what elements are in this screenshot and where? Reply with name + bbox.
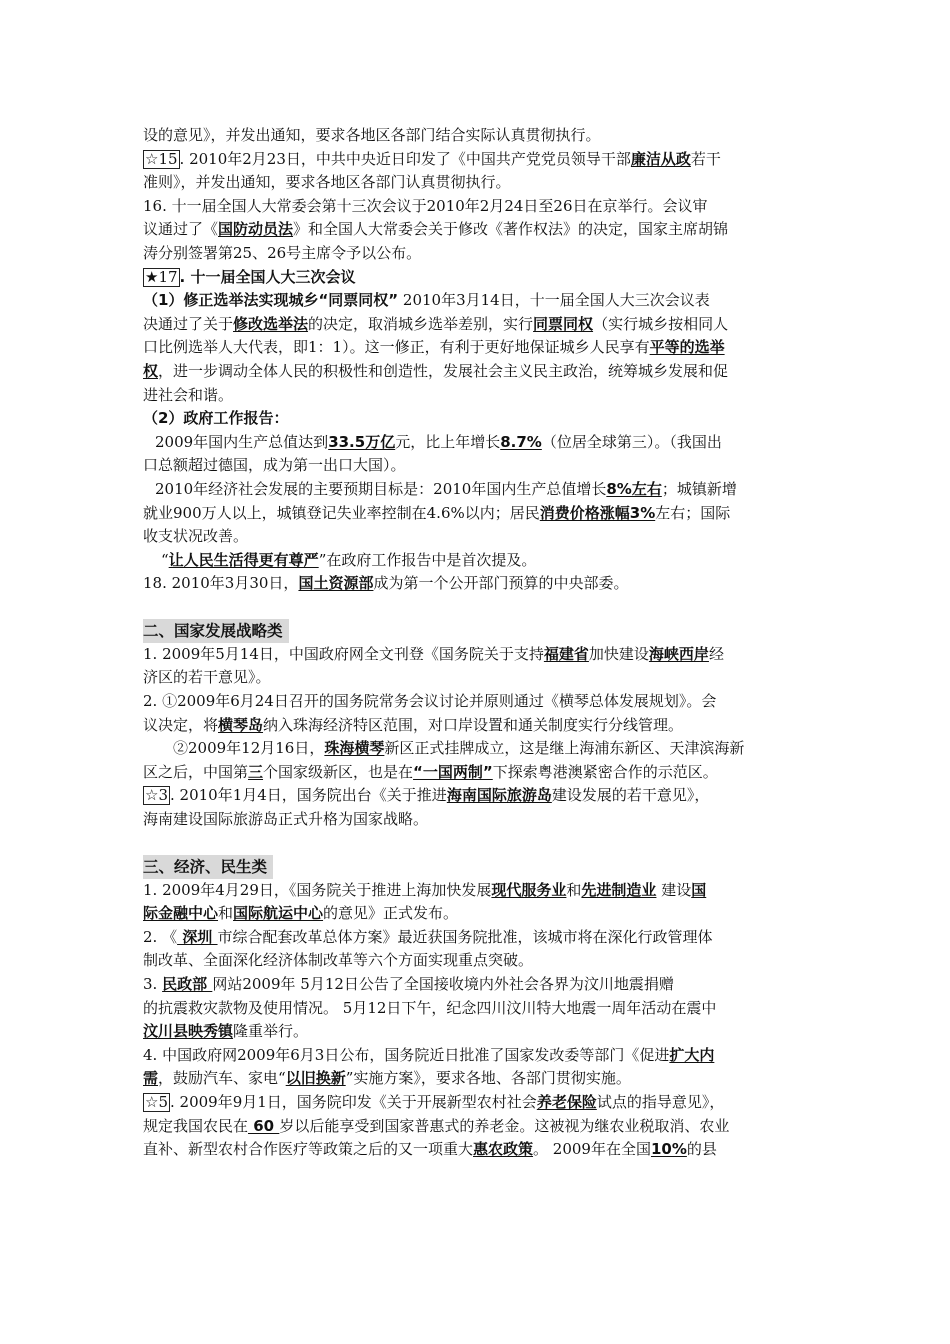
text-span: . 2010年1月4日，国务院出台《关于推进 xyxy=(170,786,447,805)
text-span: 1. 2009年4月29日，《国务院关于推进上海加快发展 xyxy=(143,880,492,899)
text-line xyxy=(143,784,813,808)
text-span: 口比例选举人大代表，即1：1）。这一修正，有利于更好地保证城乡人民享有 xyxy=(143,338,650,357)
text-span: 和 xyxy=(566,880,582,899)
text-span: 口总额超过德国，成为第一出口大国）。 xyxy=(143,456,406,475)
keyword: 海南国际旅游岛 xyxy=(446,786,552,805)
text-span: （位居全球第三）。（我国出 xyxy=(541,432,722,451)
item-number-marker: ☆15 xyxy=(145,149,178,168)
text-span: ；城镇新增 xyxy=(661,479,737,498)
keyword: 修改选举法 xyxy=(233,314,309,333)
document-body xyxy=(143,124,813,1162)
text-span: 议决定，将 xyxy=(143,715,219,734)
text-line xyxy=(143,666,813,690)
text-line xyxy=(143,195,813,219)
text-line xyxy=(143,549,813,573)
text-line xyxy=(143,1044,813,1068)
text-span: 区之后，中国第 xyxy=(143,762,249,781)
text-span: 海南建设国际旅游岛正式升格为国家战略。 xyxy=(143,810,429,829)
text-line xyxy=(143,1091,813,1115)
text-line xyxy=(143,266,813,290)
keyword: 让人民生活得更有尊严 xyxy=(168,550,319,569)
text-span: （实行城乡按相同人 xyxy=(593,314,729,333)
keyword: 民政部 xyxy=(162,975,213,993)
text-line xyxy=(143,808,813,832)
bold-text: . 十一届全国人大三次会议 xyxy=(179,267,356,286)
text-line xyxy=(143,949,813,973)
text-span: ”在政府工作报告中是首次提及。 xyxy=(318,550,537,569)
section-heading-text: 二、国家发展战略类 xyxy=(143,619,289,643)
text-span: 制改革、全面深化经济体制改革等六个方面实现重点突破。 xyxy=(143,951,534,970)
text-line xyxy=(143,1115,813,1139)
text-span: 。 2009年在全国 xyxy=(533,1140,651,1159)
text-line xyxy=(143,572,813,596)
text-span: 进社会和谐。 xyxy=(143,385,234,404)
keyword: 国土资源部 xyxy=(298,574,374,593)
text-line xyxy=(143,1138,813,1162)
item-number-marker: ☆5 xyxy=(145,1092,168,1111)
keyword: 珠海横琴 xyxy=(324,739,385,758)
text-span: 试点的指导意见》， xyxy=(596,1092,725,1111)
text-line xyxy=(143,1020,813,1044)
keyword: 33.5万亿 xyxy=(328,432,396,451)
text-line xyxy=(143,714,813,738)
text-line xyxy=(143,879,813,903)
text-span: 经 xyxy=(708,644,724,663)
text-span: 18. 2010年3月30日， xyxy=(143,574,299,593)
bold-text: （2）政府工作报告： xyxy=(143,409,289,428)
keyword: 国防动员法 xyxy=(218,220,294,239)
bold-text: （1）修正选举法实现城乡“同票同权” xyxy=(143,291,399,310)
text-line xyxy=(143,148,813,172)
text-span: 网站2009年 5月12日公告了全国接收境内外社会各界为汶川地震捐赠 xyxy=(212,975,674,993)
keyword: 际金融中心 xyxy=(143,904,219,923)
text-span: “ xyxy=(161,550,169,569)
text-line xyxy=(143,902,813,926)
text-span: 的抗震救灾款物及使用情况。 5月12日下午，纪念四川汶川特大地震一周年活动在震中 xyxy=(143,998,717,1017)
text-span: 16. 十一届全国人大常委会第十三次会议于2010年2月24日至26日在京举行。会议审 xyxy=(143,196,708,215)
text-line xyxy=(143,502,813,526)
keyword: 8.7% xyxy=(500,432,542,451)
text-line xyxy=(143,407,813,431)
text-span: 规定我国农民在 xyxy=(143,1116,249,1135)
text-span: 新区正式挂牌成立，这是继上海浦东新区、天津滨海新 xyxy=(384,739,745,758)
text-span: 准则》，并发出通知，要求各地区各部门认真贯彻执行。 xyxy=(143,173,511,192)
keyword: 海峡西岸 xyxy=(648,644,709,663)
keyword: 国 xyxy=(691,880,707,899)
text-span: 的县 xyxy=(686,1140,717,1159)
keyword: 以旧换新 xyxy=(285,1069,346,1088)
text-line xyxy=(143,171,813,195)
text-span: 成为第一个公开部门预算的中央部委。 xyxy=(373,574,629,593)
text-line xyxy=(143,737,813,761)
keyword: 汶川县映秀镇 xyxy=(143,1022,234,1041)
text-span: 个国家级新区，也是在 xyxy=(263,762,414,781)
text-span: . 2010年2月23日，中共中央近日印发了《中国共产党党员领导干部 xyxy=(179,149,631,168)
text-span: 和 xyxy=(218,904,234,923)
text-span: 2. ①2009年6月24日召开的国务院常务会议讨论并原则通过《横琴总体发展规划》。会 xyxy=(143,692,717,711)
text-span: 直补、新型农村合作医疗等政策之后的又一项重大 xyxy=(143,1140,474,1159)
keyword: 消费价格涨幅3% xyxy=(539,503,656,522)
item-number-marker: ☆3 xyxy=(145,786,168,805)
keyword: 同票同权 xyxy=(533,314,594,333)
text-span: ②2009年12月16日， xyxy=(173,739,325,758)
text-span: 收支状况改善。 xyxy=(143,527,249,546)
keyword: 10% xyxy=(650,1140,687,1159)
text-span: ，鼓励汽车、家电“ xyxy=(158,1069,286,1088)
text-span: 市综合配套改革总体方案》最近获国务院批准，该城市将在深化行政管理体 xyxy=(217,927,713,946)
text-line xyxy=(143,926,813,950)
text-line xyxy=(143,431,813,455)
text-line xyxy=(143,525,813,549)
text-line xyxy=(143,1067,813,1091)
keyword: 现代服务业 xyxy=(491,880,567,899)
text-span: 左右；国际 xyxy=(655,503,731,522)
text-line xyxy=(143,997,813,1021)
keyword: 养老保险 xyxy=(536,1092,597,1111)
text-span: . 2009年9月1日，国务院印发《关于开展新型农村社会 xyxy=(170,1092,537,1111)
keyword: 横琴岛 xyxy=(218,715,264,734)
keyword: 廉洁从政 xyxy=(630,149,691,168)
text-span: 涛分别签署第25、26号主席令予以公布。 xyxy=(143,243,422,262)
text-line xyxy=(143,643,813,667)
section-heading xyxy=(143,855,813,879)
text-line xyxy=(143,384,813,408)
text-span: 》和全国人大常委会关于修改《著作权法》的决定，国家主席胡锦 xyxy=(293,220,729,239)
text-line xyxy=(143,289,813,313)
section-heading-text: 三、经济、民生类 xyxy=(143,855,273,879)
text-span: 设的意见》，并发出通知，要求各地区各部门结合实际认真贯彻执行。 xyxy=(143,126,601,144)
keyword: 权 xyxy=(143,361,159,380)
text-line xyxy=(143,454,813,478)
text-span: 的意见》正式发布。 xyxy=(323,904,459,923)
text-span: 4. 中国政府网2009年6月3日公布，国务院近日批准了国家发改委等部门《促进 xyxy=(143,1045,670,1064)
keyword: 福建省 xyxy=(543,644,589,663)
text-span: 的决定，取消城乡选举差别，实行 xyxy=(308,314,534,333)
text-line xyxy=(143,313,813,337)
text-span: 3. xyxy=(143,975,163,993)
text-span: 2009年国内生产总值达到 xyxy=(155,432,329,451)
keyword: 国际航运中心 xyxy=(233,904,324,923)
keyword: 惠农政策 xyxy=(473,1140,534,1159)
text-line xyxy=(143,360,813,384)
text-line xyxy=(143,761,813,785)
keyword: 先进制造业 xyxy=(581,880,657,899)
text-span: 加快建设 xyxy=(588,644,649,663)
text-span: 2. 《 xyxy=(143,927,178,946)
text-span: 岁以后能享受到国家普惠式的养老金。这被视为继农业税取消、农业 xyxy=(279,1116,730,1135)
paragraph-gap xyxy=(143,832,813,855)
text-span: 元，比上年增长 xyxy=(395,432,501,451)
text-line xyxy=(143,124,813,148)
text-span: ”实施方案》，要求各地、各部门贯彻实施。 xyxy=(345,1069,631,1088)
text-span: 2010年3月14日，十一届全国人大三次会议表 xyxy=(398,291,710,310)
item-number-marker: ★17 xyxy=(145,267,178,286)
keyword: 平等的选举 xyxy=(649,338,725,357)
keyword: 60 xyxy=(248,1116,280,1135)
text-span: 决通过了关于 xyxy=(143,314,234,333)
keyword: 需 xyxy=(143,1069,159,1088)
text-line xyxy=(143,242,813,266)
text-span: 若干 xyxy=(690,149,721,168)
text-line xyxy=(143,218,813,242)
text-line xyxy=(143,973,813,997)
paragraph-gap xyxy=(143,596,813,619)
text-line xyxy=(143,478,813,502)
text-span: ，进一步调动全体人民的积极性和创造性，发展社会主义民主政治，统筹城乡发展和促 xyxy=(158,361,729,380)
text-span: 1. 2009年5月14日，中国政府网全文刊登《国务院关于支持 xyxy=(143,644,544,663)
keyword: “一国两制” xyxy=(413,762,493,781)
text-span: 下探索粤港澳紧密合作的示范区。 xyxy=(492,762,718,781)
keyword: 扩大内 xyxy=(669,1045,715,1064)
text-span: 就业900万人以上，城镇登记失业率控制在4.6%以内；居民 xyxy=(143,503,540,522)
keyword: 三 xyxy=(248,762,264,781)
keyword: 深圳 xyxy=(177,927,218,946)
keyword: 8%左右 xyxy=(606,479,662,498)
text-line xyxy=(143,336,813,360)
text-span: 2010年经济社会发展的主要预期目标是：2010年国内生产总值增长 xyxy=(155,479,607,498)
text-span: 隆重举行。 xyxy=(233,1022,309,1041)
text-span: 建设发展的若干意见》， xyxy=(551,786,710,805)
text-span: 济区的若干意见》。 xyxy=(143,668,271,687)
text-span: 议通过了《 xyxy=(143,220,219,239)
section-heading xyxy=(143,619,813,643)
text-span: 建设 xyxy=(656,880,692,899)
text-line xyxy=(143,690,813,714)
text-span: 纳入珠海经济特区范围，对口岸设置和通关制度实行分线管理。 xyxy=(263,715,684,734)
